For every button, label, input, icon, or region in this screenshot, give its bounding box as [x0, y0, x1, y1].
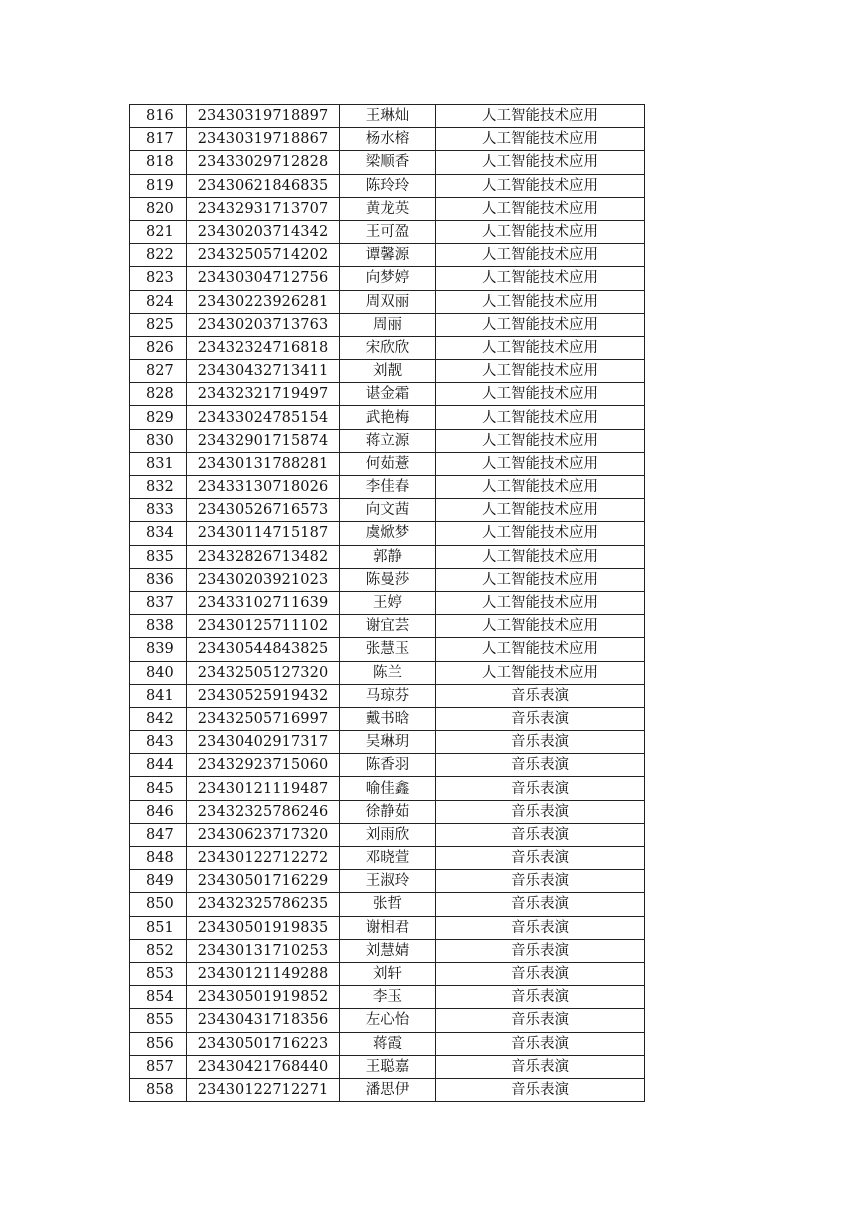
table-row	[130, 1078, 645, 1101]
row-number-cell: 856	[130, 1032, 187, 1055]
candidate-id-cell: 23432325786246	[187, 800, 340, 823]
table-row	[130, 476, 645, 499]
row-number-cell: 852	[130, 939, 187, 962]
table-row	[130, 638, 645, 661]
candidate-id-cell: 23430121149288	[187, 962, 340, 985]
candidate-id-cell: 23432505714202	[187, 244, 340, 267]
major-cell: 人工智能技术应用	[436, 151, 645, 174]
major-cell: 人工智能技术应用	[436, 545, 645, 568]
major-cell: 音乐表演	[436, 1009, 645, 1032]
major-cell: 音乐表演	[436, 800, 645, 823]
major-cell: 人工智能技术应用	[436, 661, 645, 684]
row-number-cell: 826	[130, 336, 187, 359]
student-name-cell: 陈玲玲	[340, 174, 436, 197]
row-number-cell: 822	[130, 244, 187, 267]
major-cell: 音乐表演	[436, 684, 645, 707]
table-row	[130, 986, 645, 1009]
candidate-id-cell: 23430114715187	[187, 522, 340, 545]
table-row	[130, 545, 645, 568]
table-row	[130, 1032, 645, 1055]
row-number-cell: 821	[130, 220, 187, 243]
row-number-cell: 849	[130, 870, 187, 893]
roster-page	[129, 104, 644, 1102]
table-row	[130, 870, 645, 893]
student-name-cell: 马琼芬	[340, 684, 436, 707]
candidate-id-cell: 23430131788281	[187, 452, 340, 475]
table-row	[130, 684, 645, 707]
table-row	[130, 197, 645, 220]
row-number-cell: 818	[130, 151, 187, 174]
candidate-id-cell: 23430304712756	[187, 267, 340, 290]
candidate-id-cell: 23433029712828	[187, 151, 340, 174]
major-cell: 人工智能技术应用	[436, 452, 645, 475]
candidate-id-cell: 23430501919852	[187, 986, 340, 1009]
candidate-id-cell: 23430421768440	[187, 1055, 340, 1078]
student-name-cell: 刘轩	[340, 962, 436, 985]
student-name-cell: 潘思伊	[340, 1078, 436, 1101]
student-name-cell: 宋欣欣	[340, 336, 436, 359]
candidate-id-cell: 23430526716573	[187, 499, 340, 522]
major-cell: 音乐表演	[436, 1055, 645, 1078]
row-number-cell: 824	[130, 290, 187, 313]
candidate-id-cell: 23430131710253	[187, 939, 340, 962]
major-cell: 音乐表演	[436, 777, 645, 800]
table-row	[130, 151, 645, 174]
candidate-id-cell: 23430319718867	[187, 128, 340, 151]
table-row	[130, 267, 645, 290]
student-name-cell: 邓晓萱	[340, 847, 436, 870]
row-number-cell: 828	[130, 383, 187, 406]
row-number-cell: 831	[130, 452, 187, 475]
major-cell: 音乐表演	[436, 962, 645, 985]
student-name-cell: 王琳灿	[340, 105, 436, 128]
roster-table	[129, 104, 645, 1102]
table-row	[130, 383, 645, 406]
row-number-cell: 836	[130, 568, 187, 591]
student-name-cell: 吴琳玥	[340, 731, 436, 754]
table-row	[130, 174, 645, 197]
candidate-id-cell: 23430402917317	[187, 731, 340, 754]
candidate-id-cell: 23430623717320	[187, 823, 340, 846]
row-number-cell: 842	[130, 707, 187, 730]
major-cell: 音乐表演	[436, 939, 645, 962]
candidate-id-cell: 23430432713411	[187, 360, 340, 383]
student-name-cell: 刘慧婧	[340, 939, 436, 962]
major-cell: 人工智能技术应用	[436, 244, 645, 267]
student-name-cell: 谢相君	[340, 916, 436, 939]
candidate-id-cell: 23430121119487	[187, 777, 340, 800]
candidate-id-cell: 23430431718356	[187, 1009, 340, 1032]
student-name-cell: 李玉	[340, 986, 436, 1009]
row-number-cell: 840	[130, 661, 187, 684]
student-name-cell: 蒋霞	[340, 1032, 436, 1055]
candidate-id-cell: 23430203713763	[187, 313, 340, 336]
table-row	[130, 731, 645, 754]
row-number-cell: 839	[130, 638, 187, 661]
table-row	[130, 244, 645, 267]
candidate-id-cell: 23430544843825	[187, 638, 340, 661]
table-row	[130, 522, 645, 545]
candidate-id-cell: 23430125711102	[187, 615, 340, 638]
student-name-cell: 陈曼莎	[340, 568, 436, 591]
major-cell: 音乐表演	[436, 1078, 645, 1101]
table-row	[130, 452, 645, 475]
student-name-cell: 周双丽	[340, 290, 436, 313]
candidate-id-cell: 23432321719497	[187, 383, 340, 406]
student-name-cell: 王淑玲	[340, 870, 436, 893]
row-number-cell: 827	[130, 360, 187, 383]
row-number-cell: 846	[130, 800, 187, 823]
candidate-id-cell: 23430525919432	[187, 684, 340, 707]
row-number-cell: 838	[130, 615, 187, 638]
student-name-cell: 陈兰	[340, 661, 436, 684]
student-name-cell: 王可盈	[340, 220, 436, 243]
major-cell: 人工智能技术应用	[436, 522, 645, 545]
major-cell: 音乐表演	[436, 847, 645, 870]
student-name-cell: 向梦婷	[340, 267, 436, 290]
table-row	[130, 754, 645, 777]
major-cell: 音乐表演	[436, 986, 645, 1009]
row-number-cell: 845	[130, 777, 187, 800]
student-name-cell: 向文茜	[340, 499, 436, 522]
student-name-cell: 谭馨源	[340, 244, 436, 267]
student-name-cell: 徐静茹	[340, 800, 436, 823]
candidate-id-cell: 23430319718897	[187, 105, 340, 128]
major-cell: 音乐表演	[436, 916, 645, 939]
candidate-id-cell: 23430501919835	[187, 916, 340, 939]
candidate-id-cell: 23432931713707	[187, 197, 340, 220]
table-row	[130, 707, 645, 730]
student-name-cell: 谌金霜	[340, 383, 436, 406]
row-number-cell: 848	[130, 847, 187, 870]
row-number-cell: 819	[130, 174, 187, 197]
student-name-cell: 何茹薏	[340, 452, 436, 475]
student-name-cell: 郭静	[340, 545, 436, 568]
candidate-id-cell: 23433102711639	[187, 591, 340, 614]
candidate-id-cell: 23430501716229	[187, 870, 340, 893]
table-row	[130, 591, 645, 614]
major-cell: 人工智能技术应用	[436, 383, 645, 406]
major-cell: 人工智能技术应用	[436, 429, 645, 452]
row-number-cell: 835	[130, 545, 187, 568]
candidate-id-cell: 23432324716818	[187, 336, 340, 359]
candidate-id-cell: 23430122712272	[187, 847, 340, 870]
candidate-id-cell: 23432923715060	[187, 754, 340, 777]
student-name-cell: 王聪嘉	[340, 1055, 436, 1078]
row-number-cell: 858	[130, 1078, 187, 1101]
student-name-cell: 喻佳鑫	[340, 777, 436, 800]
table-row	[130, 220, 645, 243]
candidate-id-cell: 23430223926281	[187, 290, 340, 313]
row-number-cell: 823	[130, 267, 187, 290]
major-cell: 音乐表演	[436, 870, 645, 893]
table-row	[130, 661, 645, 684]
student-name-cell: 左心怡	[340, 1009, 436, 1032]
table-row	[130, 360, 645, 383]
row-number-cell: 820	[130, 197, 187, 220]
student-name-cell: 黄龙英	[340, 197, 436, 220]
candidate-id-cell: 23432826713482	[187, 545, 340, 568]
major-cell: 人工智能技术应用	[436, 267, 645, 290]
student-name-cell: 武艳梅	[340, 406, 436, 429]
major-cell: 人工智能技术应用	[436, 406, 645, 429]
major-cell: 音乐表演	[436, 1032, 645, 1055]
table-row	[130, 939, 645, 962]
candidate-id-cell: 23432505716997	[187, 707, 340, 730]
candidate-id-cell: 23430122712271	[187, 1078, 340, 1101]
table-row	[130, 893, 645, 916]
table-row	[130, 916, 645, 939]
table-row	[130, 615, 645, 638]
table-row	[130, 1009, 645, 1032]
student-name-cell: 张慧玉	[340, 638, 436, 661]
row-number-cell: 834	[130, 522, 187, 545]
row-number-cell: 816	[130, 105, 187, 128]
table-row	[130, 1055, 645, 1078]
major-cell: 人工智能技术应用	[436, 174, 645, 197]
row-number-cell: 855	[130, 1009, 187, 1032]
row-number-cell: 853	[130, 962, 187, 985]
row-number-cell: 847	[130, 823, 187, 846]
major-cell: 音乐表演	[436, 754, 645, 777]
row-number-cell: 850	[130, 893, 187, 916]
major-cell: 音乐表演	[436, 731, 645, 754]
major-cell: 人工智能技术应用	[436, 336, 645, 359]
row-number-cell: 841	[130, 684, 187, 707]
candidate-id-cell: 23432901715874	[187, 429, 340, 452]
major-cell: 人工智能技术应用	[436, 105, 645, 128]
student-name-cell: 张哲	[340, 893, 436, 916]
student-name-cell: 谢宜芸	[340, 615, 436, 638]
candidate-id-cell: 23432325786235	[187, 893, 340, 916]
table-row	[130, 336, 645, 359]
major-cell: 人工智能技术应用	[436, 499, 645, 522]
major-cell: 人工智能技术应用	[436, 360, 645, 383]
major-cell: 人工智能技术应用	[436, 220, 645, 243]
candidate-id-cell: 23430501716223	[187, 1032, 340, 1055]
table-row	[130, 429, 645, 452]
major-cell: 音乐表演	[436, 893, 645, 916]
student-name-cell: 蒋立源	[340, 429, 436, 452]
major-cell: 音乐表演	[436, 823, 645, 846]
row-number-cell: 825	[130, 313, 187, 336]
major-cell: 人工智能技术应用	[436, 638, 645, 661]
student-name-cell: 刘雨欣	[340, 823, 436, 846]
candidate-id-cell: 23432505127320	[187, 661, 340, 684]
row-number-cell: 833	[130, 499, 187, 522]
major-cell: 人工智能技术应用	[436, 290, 645, 313]
table-row	[130, 128, 645, 151]
row-number-cell: 817	[130, 128, 187, 151]
student-name-cell: 梁顺香	[340, 151, 436, 174]
major-cell: 音乐表演	[436, 707, 645, 730]
row-number-cell: 854	[130, 986, 187, 1009]
major-cell: 人工智能技术应用	[436, 197, 645, 220]
major-cell: 人工智能技术应用	[436, 313, 645, 336]
candidate-id-cell: 23433130718026	[187, 476, 340, 499]
candidate-id-cell: 23430203921023	[187, 568, 340, 591]
row-number-cell: 830	[130, 429, 187, 452]
row-number-cell: 829	[130, 406, 187, 429]
major-cell: 人工智能技术应用	[436, 568, 645, 591]
row-number-cell: 843	[130, 731, 187, 754]
major-cell: 人工智能技术应用	[436, 591, 645, 614]
table-row	[130, 313, 645, 336]
student-name-cell: 杨水榕	[340, 128, 436, 151]
row-number-cell: 837	[130, 591, 187, 614]
row-number-cell: 844	[130, 754, 187, 777]
candidate-id-cell: 23433024785154	[187, 406, 340, 429]
row-number-cell: 832	[130, 476, 187, 499]
table-row	[130, 105, 645, 128]
student-name-cell: 陈香羽	[340, 754, 436, 777]
major-cell: 人工智能技术应用	[436, 615, 645, 638]
major-cell: 人工智能技术应用	[436, 476, 645, 499]
student-name-cell: 周丽	[340, 313, 436, 336]
student-name-cell: 戴书晗	[340, 707, 436, 730]
student-name-cell: 王婷	[340, 591, 436, 614]
roster-table-body	[130, 105, 645, 1102]
row-number-cell: 851	[130, 916, 187, 939]
major-cell: 人工智能技术应用	[436, 128, 645, 151]
student-name-cell: 虞焮梦	[340, 522, 436, 545]
table-row	[130, 847, 645, 870]
table-row	[130, 406, 645, 429]
candidate-id-cell: 23430621846835	[187, 174, 340, 197]
table-row	[130, 568, 645, 591]
table-row	[130, 290, 645, 313]
student-name-cell: 刘靓	[340, 360, 436, 383]
row-number-cell: 857	[130, 1055, 187, 1078]
table-row	[130, 499, 645, 522]
table-row	[130, 823, 645, 846]
table-row	[130, 800, 645, 823]
student-name-cell: 李佳春	[340, 476, 436, 499]
table-row	[130, 777, 645, 800]
table-row	[130, 962, 645, 985]
candidate-id-cell: 23430203714342	[187, 220, 340, 243]
